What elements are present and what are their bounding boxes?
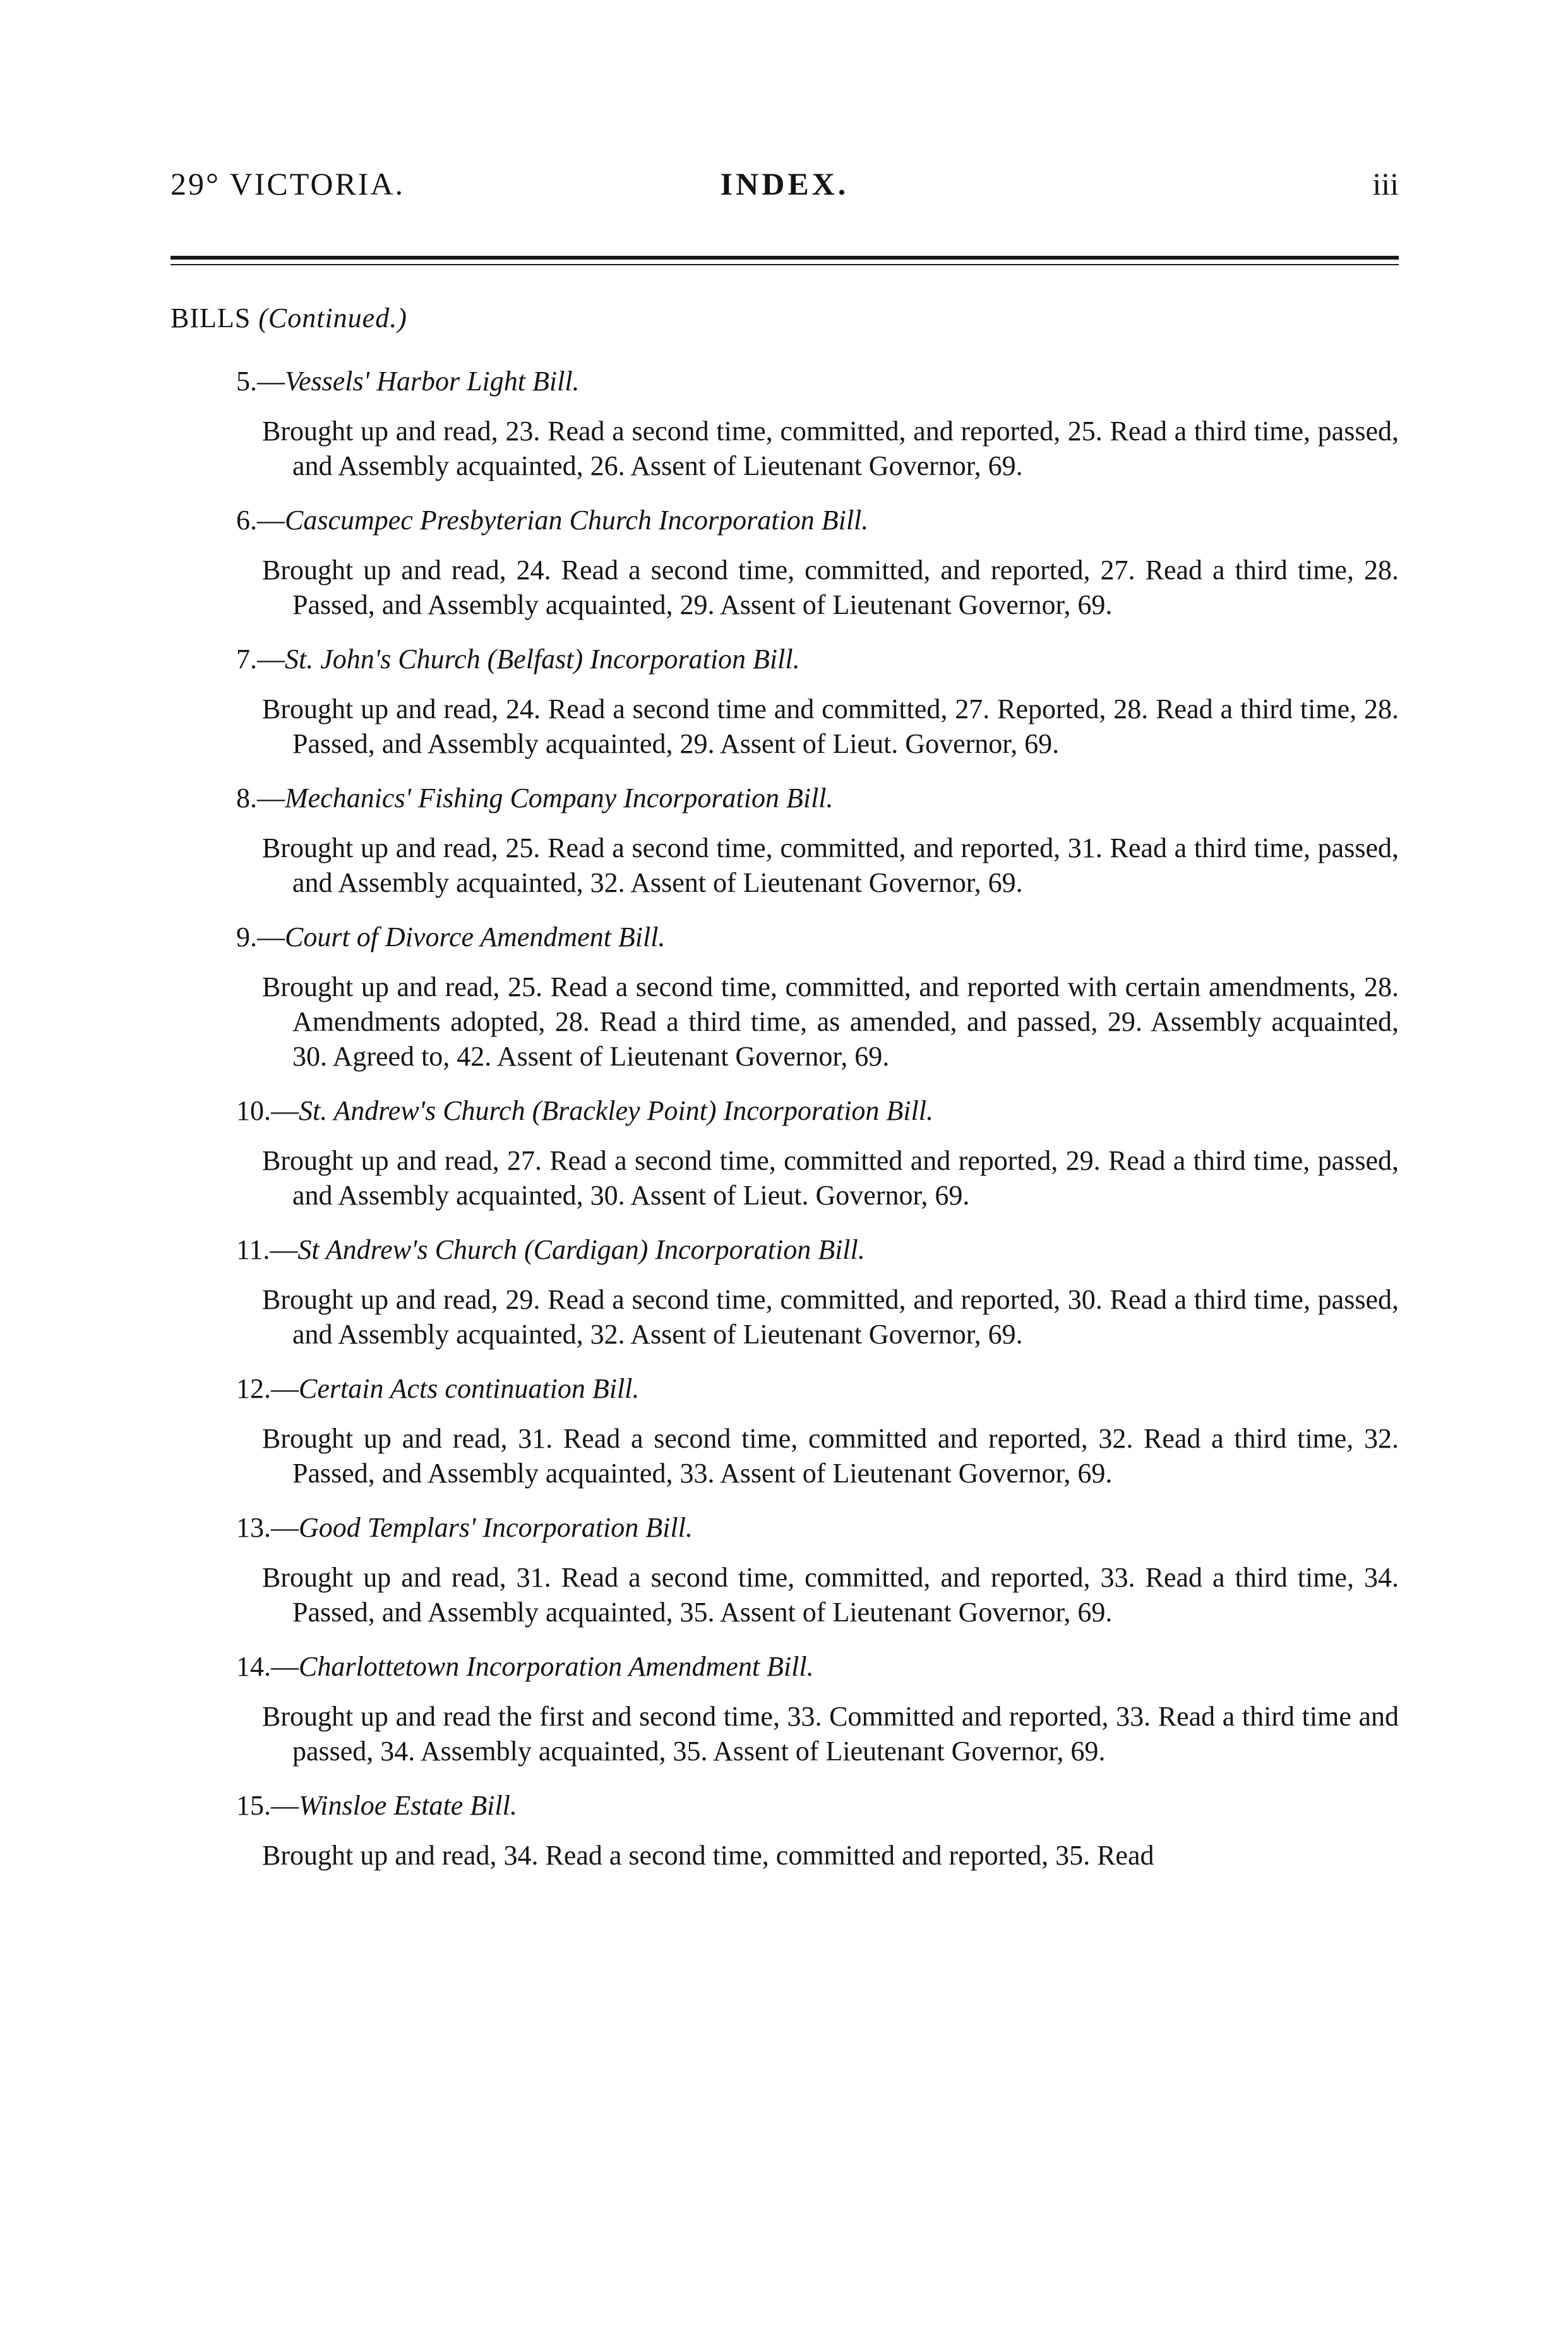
entry-bill-name: St Andrew's Church (Cardigan) Incorporation Bill. (297, 1234, 865, 1265)
entry-proceedings: Brought up and read the first and second time, 33. Committed and reported, 33. Read a third time and passed, 34. Assembly acquainted, 35. Assent of Lieutenant Governor, 69. (262, 1701, 1399, 1767)
entry-number: 9.— (236, 922, 285, 952)
entry-number: 7.— (236, 644, 285, 675)
entry-bill-name: St. John's Church (Belfast) Incorporation Bill. (285, 644, 800, 675)
entry-number: 10.— (236, 1095, 299, 1126)
entry-proceedings: Brought up and read, 25. Read a second time, committed, and reported with certain amendments, 28. Amendments adopted, 28. Read a third time, as amended, and passed, 29. Assembly acquainted, 30. Agreed to, 42. Assent of Lieutenant Governor, 69. (262, 971, 1399, 1072)
entry-number: 15.— (236, 1790, 299, 1821)
entry-number: 14.— (236, 1651, 299, 1682)
entry-bill-name: Certain Acts continuation Bill. (299, 1373, 640, 1404)
index-entry (171, 1093, 1399, 1213)
index-entry (171, 1648, 1399, 1769)
running-head-volume: 29° VICTORIA. (171, 166, 405, 201)
entry-proceedings: Brought up and read, 23. Read a second time, committed, and reported, 25. Read a third time, passed, and Assembly acquainted, 26. Assent of Lieutenant Governor, 69. (262, 416, 1399, 481)
index-entry (171, 641, 1399, 761)
entry-proceedings: Brought up and read, 24. Read a second time, committed, and reported, 27. Read a third time, 28. Passed, and Assembly acquainted, 29. Assent of Lieutenant Governor, 69. (262, 555, 1399, 620)
entry-title (236, 1371, 1399, 1407)
entry-bill-name: Vessels' Harbor Light Bill. (285, 366, 580, 397)
entry-title (236, 919, 1399, 956)
entry-bill-name: Cascumpec Presbyterian Church Incorporation Bill. (285, 505, 869, 536)
index-entries (171, 363, 1399, 1892)
entry-title (236, 1787, 1399, 1824)
entry-proceedings: Brought up and read, 31. Read a second time, committed, and reported, 33. Read a third time, 34. Passed, and Assembly acquainted, 35. Assent of Lieutenant Governor, 69. (262, 1562, 1399, 1628)
entry-bill-name: Winsloe Estate Bill. (299, 1790, 517, 1821)
header-rule-thick (171, 256, 1399, 260)
entry-proceedings: Brought up and read, 31. Read a second time, committed and reported, 32. Read a third time, 32. Passed, and Assembly acquainted, 33. Assent of Lieutenant Governor, 69. (262, 1423, 1399, 1489)
index-entry (171, 919, 1399, 1074)
entry-bill-name: Charlottetown Incorporation Amendment Bill. (299, 1651, 814, 1682)
entry-number: 13.— (236, 1512, 299, 1543)
entry-number: 5.— (236, 366, 285, 397)
index-entry (171, 363, 1399, 483)
entry-title (236, 1648, 1399, 1685)
index-entry (171, 780, 1399, 900)
entry-bill-name: St. Andrew's Church (Brackley Point) Incorporation Bill. (299, 1095, 933, 1126)
section-name: BILLS (171, 303, 251, 333)
entry-number: 8.— (236, 783, 285, 814)
entry-proceedings: Brought up and read, 25. Read a second time, committed, and reported, 31. Read a third time, passed, and Assembly acquainted, 32. Assent of Lieutenant Governor, 69. (262, 832, 1399, 898)
entry-title (236, 1232, 1399, 1268)
section-continued: (Continued.) (258, 303, 407, 333)
index-entry (171, 502, 1399, 622)
entry-proceedings: Brought up and read, 29. Read a second time, committed, and reported, 30. Read a third time, passed, and Assembly acquainted, 32. Assent of Lieutenant Governor, 69. (262, 1284, 1399, 1350)
entry-number: 12.— (236, 1373, 299, 1404)
entry-number: 11.— (236, 1234, 298, 1265)
entry-title (236, 502, 1399, 539)
page-number: iii (1372, 166, 1399, 201)
entry-proceedings: Brought up and read, 27. Read a second time, committed and reported, 29. Read a third time, passed, and Assembly acquainted, 30. Assent of Lieut. Governor, 69. (262, 1145, 1399, 1211)
entry-title (236, 1510, 1399, 1546)
entry-title (236, 780, 1399, 817)
entry-title (236, 363, 1399, 400)
header-rule-thin (171, 264, 1399, 265)
entry-proceedings: Brought up and read, 34. Read a second time, committed and reported, 35. Read (262, 1840, 1154, 1871)
entry-bill-name: Court of Divorce Amendment Bill. (285, 922, 666, 952)
section-heading (171, 302, 407, 334)
running-head (171, 165, 1399, 210)
index-entry (171, 1371, 1399, 1491)
running-head-title: INDEX. (720, 166, 849, 201)
index-entry (171, 1787, 1399, 1873)
entry-number: 6.— (236, 505, 285, 536)
entry-title (236, 641, 1399, 678)
entry-bill-name: Good Templars' Incorporation Bill. (299, 1512, 693, 1543)
index-entry (171, 1510, 1399, 1630)
entry-bill-name: Mechanics' Fishing Company Incorporation Bill. (285, 783, 834, 814)
entry-proceedings: Brought up and read, 24. Read a second time and committed, 27. Reported, 28. Read a third time, 28. Passed, and Assembly acquainted, 29. Assent of Lieut. Governor, 69. (262, 694, 1399, 759)
index-entry (171, 1232, 1399, 1352)
entry-title (236, 1093, 1399, 1129)
